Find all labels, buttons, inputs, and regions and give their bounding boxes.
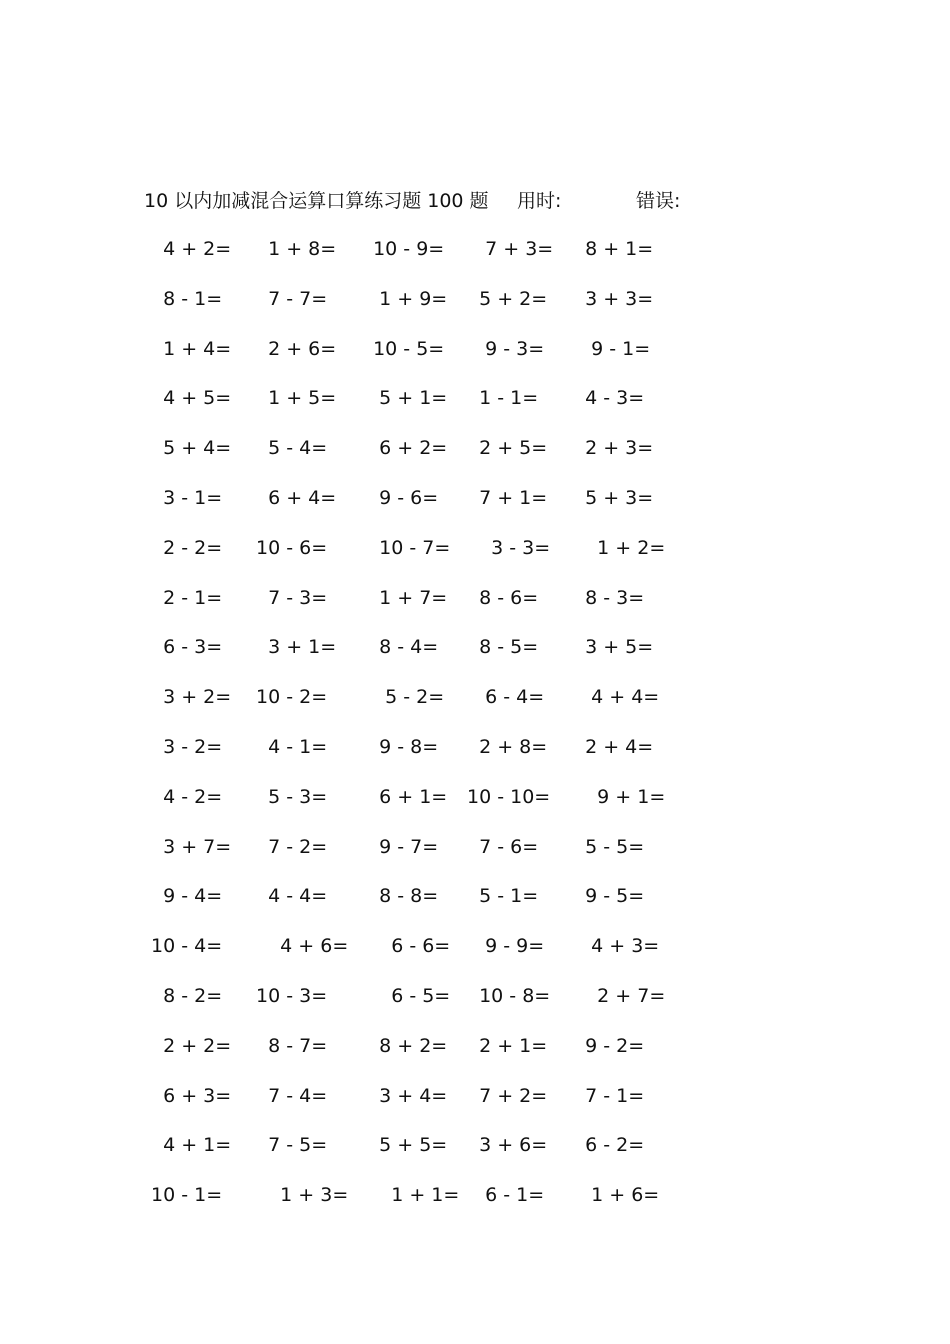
math-problem: 6 - 5=: [361, 984, 451, 1007]
math-problem: 7 - 4=: [256, 1084, 328, 1107]
math-problem: 4 + 1=: [151, 1134, 232, 1157]
math-problem: 10 - 2=: [256, 686, 328, 709]
math-problem: 4 - 3=: [573, 387, 645, 410]
math-problem: 8 - 2=: [151, 984, 223, 1007]
math-problem: 4 + 5=: [151, 387, 232, 410]
math-problem: 10 - 5=: [361, 337, 445, 360]
math-problem: 10 - 3=: [256, 984, 328, 1007]
math-problem: 7 - 3=: [256, 586, 328, 609]
math-problem: 8 - 5=: [467, 636, 539, 659]
math-problem: 10 - 4=: [151, 935, 223, 958]
math-problem: 7 + 1=: [467, 486, 548, 509]
math-problem: 4 - 2=: [151, 785, 223, 808]
math-problem: 7 + 3=: [467, 238, 554, 260]
math-problem: 9 - 5=: [573, 885, 645, 908]
problem-row: [0, 882, 950, 932]
problem-row: [0, 683, 950, 733]
math-problem: 4 - 4=: [256, 885, 328, 908]
math-problem: 9 - 6=: [361, 486, 439, 509]
math-problem: 2 + 7=: [573, 984, 666, 1007]
math-problem: 1 + 2=: [573, 536, 666, 559]
math-problem: 2 + 5=: [467, 437, 548, 460]
math-problem: 1 - 1=: [467, 387, 539, 410]
math-problem: 7 + 2=: [467, 1084, 548, 1107]
problem-row: [0, 982, 950, 1032]
math-problem: 10 - 8=: [467, 984, 551, 1007]
math-problem: 6 - 3=: [151, 636, 223, 659]
errors-label: 错误:: [636, 190, 681, 212]
math-problem: 7 - 2=: [256, 835, 328, 858]
math-problem: 9 - 4=: [151, 885, 223, 908]
math-problem: 4 + 2=: [151, 238, 232, 260]
math-problem: 9 - 3=: [467, 337, 545, 360]
math-problem: 5 - 2=: [361, 686, 445, 709]
math-problem: 6 - 1=: [467, 1184, 545, 1207]
math-problem: 6 - 4=: [467, 686, 545, 709]
math-problem: 4 - 1=: [256, 735, 328, 758]
problem-row: [0, 633, 950, 683]
problem-row: [0, 584, 950, 634]
math-problem: 5 + 2=: [467, 287, 548, 310]
math-problem: 7 - 7=: [256, 287, 328, 310]
problem-grid: [0, 235, 950, 1231]
math-problem: 9 + 1=: [573, 785, 666, 808]
math-problem: 3 + 3=: [573, 287, 654, 310]
math-problem: 5 - 5=: [573, 835, 645, 858]
math-problem: 2 + 3=: [573, 437, 654, 460]
math-problem: 8 - 7=: [256, 1034, 328, 1057]
problem-row: [0, 1032, 950, 1082]
problem-row: [0, 783, 950, 833]
problem-row: [0, 434, 950, 484]
math-problem: 4 + 3=: [573, 935, 660, 958]
math-problem: 6 + 3=: [151, 1084, 232, 1107]
math-problem: 7 - 6=: [467, 835, 539, 858]
math-problem: 2 + 2=: [151, 1034, 232, 1057]
math-problem: 8 - 4=: [361, 636, 439, 659]
math-problem: 5 + 5=: [361, 1134, 448, 1157]
math-problem: 10 - 6=: [256, 536, 328, 559]
math-problem: 3 + 2=: [151, 686, 232, 709]
math-problem: 2 + 6=: [256, 337, 337, 360]
math-problem: 6 - 6=: [361, 935, 451, 958]
math-problem: 10 - 1=: [151, 1184, 223, 1207]
problem-row: [0, 1082, 950, 1132]
math-problem: 9 - 8=: [361, 735, 439, 758]
math-problem: 3 + 6=: [467, 1134, 548, 1157]
math-problem: 3 + 5=: [573, 636, 654, 659]
math-problem: 2 + 4=: [573, 735, 654, 758]
math-problem: 1 + 7=: [361, 586, 448, 609]
math-problem: 1 + 6=: [573, 1184, 660, 1207]
math-problem: 7 - 1=: [573, 1084, 645, 1107]
math-problem: 8 - 3=: [573, 586, 645, 609]
math-problem: 6 + 2=: [361, 437, 448, 460]
problem-row: [0, 1131, 950, 1181]
math-problem: 3 - 3=: [467, 536, 551, 559]
worksheet-header: [0, 186, 950, 216]
problem-row: [0, 833, 950, 883]
math-problem: 8 - 1=: [151, 287, 223, 310]
problem-row: [0, 932, 950, 982]
math-problem: 5 + 3=: [573, 486, 654, 509]
math-problem: 2 - 1=: [151, 586, 223, 609]
math-problem: 5 + 1=: [361, 387, 448, 410]
math-problem: 5 - 3=: [256, 785, 328, 808]
math-problem: 1 + 3=: [256, 1184, 349, 1207]
problem-row: [0, 335, 950, 385]
math-problem: 1 + 5=: [256, 387, 337, 410]
problem-row: [0, 235, 950, 285]
math-problem: 3 + 1=: [256, 636, 337, 659]
math-problem: 6 - 2=: [573, 1134, 645, 1157]
math-problem: 2 - 2=: [151, 536, 223, 559]
math-problem: 9 - 7=: [361, 835, 439, 858]
math-problem: 1 + 9=: [361, 287, 448, 310]
problem-row: [0, 285, 950, 335]
math-problem: 8 + 1=: [573, 238, 654, 260]
problem-row: [0, 384, 950, 434]
problem-row: [0, 534, 950, 584]
math-problem: 6 + 1=: [361, 785, 448, 808]
math-problem: 1 + 1=: [361, 1184, 460, 1207]
math-problem: 2 + 8=: [467, 735, 548, 758]
math-problem: 2 + 1=: [467, 1034, 548, 1057]
math-problem: 9 - 1=: [573, 337, 651, 360]
math-problem: 3 + 7=: [151, 835, 232, 858]
math-problem: 3 - 2=: [151, 735, 223, 758]
math-problem: 5 - 1=: [467, 885, 539, 908]
math-problem: 10 - 7=: [361, 536, 451, 559]
math-problem: 8 + 2=: [361, 1034, 448, 1057]
math-problem: 4 + 6=: [256, 935, 349, 958]
math-problem: 9 - 9=: [467, 935, 545, 958]
math-problem: 7 - 5=: [256, 1134, 328, 1157]
math-problem: 5 + 4=: [151, 437, 232, 460]
math-problem: 9 - 2=: [573, 1034, 645, 1057]
math-problem: 10 - 9=: [361, 238, 445, 260]
problem-row: [0, 484, 950, 534]
math-problem: 1 + 8=: [256, 238, 337, 260]
math-problem: 3 + 4=: [361, 1084, 448, 1107]
problem-row: [0, 1181, 950, 1231]
math-problem: 1 + 4=: [151, 337, 232, 360]
math-problem: 3 - 1=: [151, 486, 223, 509]
time-used-label: 用时:: [517, 190, 562, 212]
worksheet-title: 10 以内加减混合运算口算练习题 100 题: [144, 190, 489, 212]
math-problem: 8 - 6=: [467, 586, 539, 609]
math-problem: 5 - 4=: [256, 437, 328, 460]
math-problem: 10 - 10=: [467, 785, 551, 808]
problem-row: [0, 733, 950, 783]
math-problem: 6 + 4=: [256, 486, 337, 509]
math-problem: 4 + 4=: [573, 686, 660, 709]
math-problem: 8 - 8=: [361, 885, 439, 908]
